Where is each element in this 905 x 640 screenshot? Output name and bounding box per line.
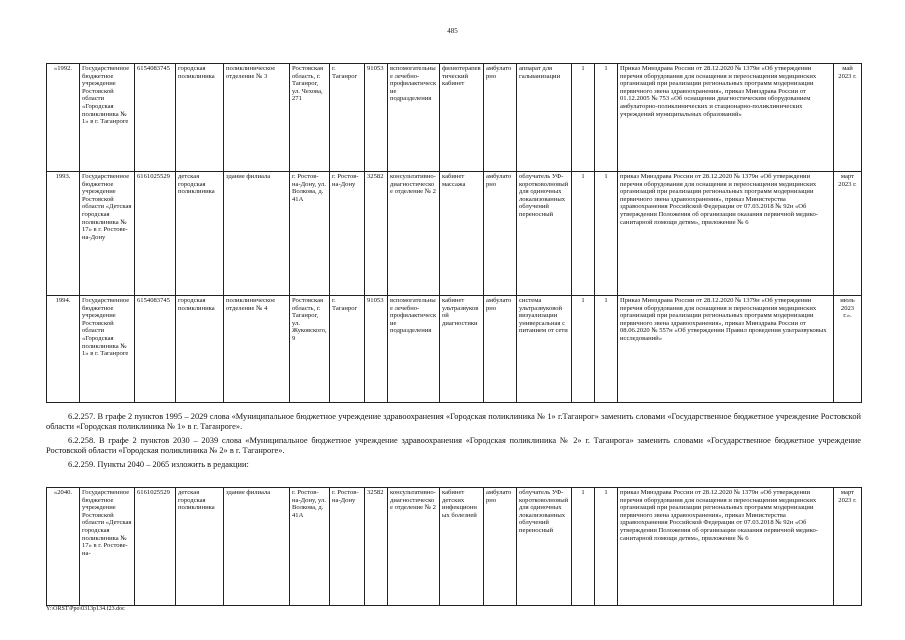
institution-type-cell: городская поликлиника	[176, 64, 224, 172]
quantity-cell: 1	[572, 172, 595, 296]
address-cell: Ростовская область, г. Таганрог, ул. Чехова, 271	[290, 64, 330, 172]
quantity-cell: 1	[572, 64, 595, 172]
amendment-paragraph: 6.2.259. Пункты 2040 – 2065 изложить в редакции:	[68, 460, 249, 469]
row-number: 1993.	[47, 172, 80, 296]
quantity-cell: 1	[595, 488, 618, 606]
city-cell: г. Ростов-на-Дону	[330, 172, 365, 296]
care-form-cell: амбулаторно	[484, 296, 517, 403]
row-number: «1992.	[47, 64, 80, 172]
unit-cell: поликлиническое отделение № 3	[224, 64, 290, 172]
okato-cell: 32582	[365, 172, 388, 296]
institution-type-cell: детская городская поликлиника	[176, 172, 224, 296]
code-cell: 6154083745	[135, 296, 176, 403]
address-cell: Ростовская область, г. Таганрог, ул. Жуковского, 9	[290, 296, 330, 403]
table-row	[47, 296, 862, 403]
subdivision-cell: консультативно-диагностическое отделение № 2	[388, 172, 440, 296]
okato-cell: 32582	[365, 488, 388, 606]
city-cell: г. Ростов-на-Дону	[330, 488, 365, 606]
page-number: 485	[447, 27, 458, 35]
unit-cell: здание филиала	[224, 488, 290, 606]
date-cell: март 2023 г.	[834, 488, 862, 606]
quantity-cell: 1	[572, 296, 595, 403]
code-cell: 6161025529	[135, 488, 176, 606]
table-row	[47, 172, 862, 296]
care-form-cell: амбулаторно	[484, 172, 517, 296]
table-row	[47, 64, 862, 172]
care-form-cell: амбулаторно	[484, 64, 517, 172]
organization-cell: Государственное бюджетное учреждение Ростовской области «Городская поликлиника № 1» в г. Таганроге	[80, 64, 135, 172]
equipment-table-top	[46, 63, 862, 403]
room-cell: кабинет ультразвуковой диагностики	[440, 296, 484, 403]
row-number: 1994.	[47, 296, 80, 403]
row-number: «2040.	[47, 488, 80, 606]
room-cell: кабинет детских инфекционных болезней	[440, 488, 484, 606]
room-cell: кабинет массажа	[440, 172, 484, 296]
quantity-cell: 1	[595, 296, 618, 403]
amendment-paragraph: 6.2.258. В графе 2 пунктов 2030 – 2039 слова «Муниципальное бюджетное учреждение здравоохранения «Городская поликлиника № 2» г. Таганрога» заменить словами «Государственное бюджетное учреждение Ростовской области «Городская поликлиника № 2» в г. Таганроге».	[46, 436, 861, 456]
room-cell: физиотерапевтический кабинет	[440, 64, 484, 172]
code-cell: 6154083745	[135, 64, 176, 172]
institution-type-cell: детская городская поликлиника	[176, 488, 224, 606]
organization-cell: Государственное бюджетное учреждение Ростовской области «Городская поликлиника № 1» в г. Таганроге	[80, 296, 135, 403]
institution-type-cell: городская поликлиника	[176, 296, 224, 403]
okato-cell: 91053	[365, 296, 388, 403]
legal-basis-cell: приказ Минздрава России от 28.12.2020 № 1379н «Об утверждении перечня оборудования для оснащения и переоснащения медицинских организаций при реализации региональных программ модернизации первичного звена здравоохранения», приказ Министерства здравоохранения Российской Федерации от 07.03.2018 № 92н «Об утверждении Положения об организации оказания первичной медико-санитарной помощи детям», приложение № 6	[618, 488, 834, 606]
unit-cell: здание филиала	[224, 172, 290, 296]
subdivision-cell: консультативно-диагностическое отделение № 2	[388, 488, 440, 606]
equipment-cell: аппарат для гальванизации	[517, 64, 572, 172]
unit-cell: поликлиническое отделение № 4	[224, 296, 290, 403]
equipment-table-bottom	[46, 487, 862, 606]
legal-basis-cell: Приказ Минздрава России от 28.12.2020 № 1379н «Об утверждении перечня оборудования для оснащения и переоснащения медицинских организаций при реализации региональных программ модернизации первичного звена здравоохранения», приказ Минздрава России от 01.12.2005 № 753 «Об оснащении диагностическим оборудованием амбулаторно-поликлинических и стационарно-поликлинических учреждений муниципальных образований»	[618, 64, 834, 172]
quantity-cell: 1	[595, 64, 618, 172]
care-form-cell: амбулаторно	[484, 488, 517, 606]
table-row	[47, 488, 862, 606]
date-cell: март 2023 г.	[834, 172, 862, 296]
file-path-footer: Y:\ORST\Ppo\0313p134.f23.doc	[46, 606, 125, 612]
date-cell: май 2023 г.	[834, 64, 862, 172]
quantity-cell: 1	[572, 488, 595, 606]
organization-cell: Государственное бюджетное учреждение Ростовской области «Детская городская поликлиника № 17» в г. Ростове-на-Дону	[80, 172, 135, 296]
amendment-paragraph: 6.2.257. В графе 2 пунктов 1995 – 2029 слова «Муниципальное бюджетное учреждение здравоохранения «Городская поликлиника № 1» г.Таганрог» заменить словами «Государственное бюджетное учреждение Ростовской области «Городская поликлиника № 1» в г. Таганроге».	[46, 412, 861, 432]
quantity-cell: 1	[595, 172, 618, 296]
legal-basis-cell: Приказ Минздрава России от 28.12.2020 № 1379н «Об утверждении перечня оборудования для оснащения и переоснащения медицинских организаций при реализации региональных программ модернизации первичного звена здравоохранения», приказ Минздрава России от 08.06.2020 № 557н «Об утверждении Правил проведения ультразвуковых исследований»	[618, 296, 834, 403]
equipment-cell: облучатель УФ-коротковолновый для одиночных локализованных облучений переносный	[517, 172, 572, 296]
legal-basis-cell: приказ Минздрава России от 28.12.2020 № 1379н «Об утверждении перечня оборудования для оснащения и переоснащения медицинских организаций при реализации региональных программ модернизации первичного звена здравоохранения», приказ Министерства здравоохранения Российской Федерации от 07.03.2018 № 92н «Об утверждении Положения об организации оказания первичной медико-санитарной помощи детям», приложение № 6	[618, 172, 834, 296]
subdivision-cell: вспомогательные лечебно-профилактические подразделения	[388, 296, 440, 403]
date-cell: июль 2023 г.».	[834, 296, 862, 403]
organization-cell: Государственное бюджетное учреждение Ростовской области «Детская городская поликлиника № 17» в г. Ростове-на-	[80, 488, 135, 606]
subdivision-cell: вспомогательные лечебно-профилактические подразделения	[388, 64, 440, 172]
city-cell: г. Таганрог	[330, 296, 365, 403]
equipment-cell: облучатель УФ-коротковолновый для одиночных локализованных облучений переносный	[517, 488, 572, 606]
city-cell: г. Таганрог	[330, 64, 365, 172]
equipment-cell: система ультразвуковой визуализации универсальная с питанием от сети	[517, 296, 572, 403]
address-cell: г. Ростов-на-Дону, ул. Волкова, д. 41А	[290, 488, 330, 606]
code-cell: 6161025529	[135, 172, 176, 296]
okato-cell: 91053	[365, 64, 388, 172]
address-cell: г. Ростов-на-Дону, ул. Волкова, д. 41А	[290, 172, 330, 296]
